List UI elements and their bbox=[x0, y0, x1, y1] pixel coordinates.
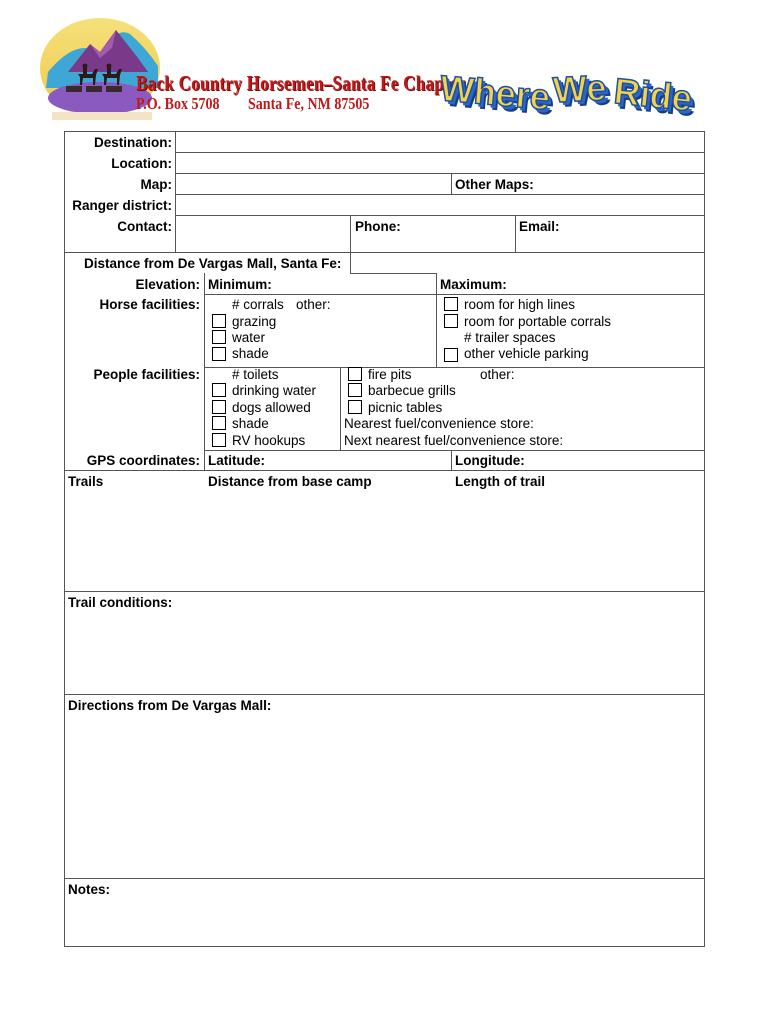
vline-maximum bbox=[436, 273, 437, 367]
line-distance bbox=[350, 273, 436, 274]
line-destination bbox=[176, 152, 705, 153]
horse-shade-label: shade bbox=[232, 346, 269, 361]
distance-base-camp-label: Distance from base camp bbox=[208, 474, 372, 489]
phone-label: Phone: bbox=[355, 219, 401, 234]
grazing-label: grazing bbox=[232, 314, 277, 329]
line-people bbox=[204, 450, 705, 451]
vline-people-mid bbox=[340, 367, 341, 450]
line-map bbox=[176, 194, 705, 195]
toilets-count: # toilets bbox=[232, 367, 279, 382]
title-where: Where bbox=[438, 67, 552, 118]
maximum-label: Maximum: bbox=[440, 277, 507, 292]
bbq-label: barbecue grills bbox=[368, 383, 456, 398]
org-name: Back Country Horsemen–Santa Fe Chapter bbox=[136, 71, 466, 95]
rv-hookups-label: RV hookups bbox=[232, 433, 306, 448]
title-ride: Ride bbox=[612, 70, 694, 119]
notes-label: Notes: bbox=[68, 882, 111, 897]
contact-label: Contact: bbox=[117, 219, 172, 234]
high-lines-label: room for high lines bbox=[464, 297, 576, 312]
grazing-checkbox[interactable] bbox=[212, 314, 226, 328]
elevation-label: Elevation: bbox=[135, 277, 200, 292]
line-conditions bbox=[64, 694, 705, 695]
drinking-water-label: drinking water bbox=[232, 383, 317, 398]
other-maps-label: Other Maps: bbox=[455, 177, 534, 192]
gps-label: GPS coordinates: bbox=[86, 453, 200, 468]
line-gps bbox=[64, 470, 705, 471]
minimum-label: Minimum: bbox=[208, 277, 272, 292]
vehicle-parking-label: other vehicle parking bbox=[464, 346, 589, 361]
high-lines-checkbox[interactable] bbox=[444, 297, 458, 311]
horse-shade-checkbox[interactable] bbox=[212, 347, 226, 361]
map-label: Map: bbox=[140, 177, 172, 192]
longitude-label: Longitude: bbox=[455, 453, 525, 468]
vline-phone bbox=[350, 215, 351, 252]
po-box: P.O. Box 5708 bbox=[136, 96, 220, 114]
trail-conditions-label: Trail conditions: bbox=[68, 595, 173, 610]
dogs-allowed-checkbox[interactable] bbox=[212, 400, 226, 414]
water-checkbox[interactable] bbox=[212, 330, 226, 344]
line-horse bbox=[204, 367, 705, 368]
corrals-count: # corrals bbox=[232, 297, 284, 312]
fire-pits-label: fire pits bbox=[368, 367, 412, 382]
line-trails bbox=[64, 591, 705, 592]
trailer-spaces-label: # trailer spaces bbox=[464, 330, 556, 345]
portable-corrals-checkbox[interactable] bbox=[444, 314, 458, 328]
directions-label: Directions from De Vargas Mall: bbox=[68, 698, 272, 713]
picnic-checkbox[interactable] bbox=[348, 400, 362, 414]
next-fuel-label: Next nearest fuel/convenience store: bbox=[344, 433, 564, 448]
horse-facilities-label: Horse facilities: bbox=[99, 297, 200, 312]
picnic-label: picnic tables bbox=[368, 400, 443, 415]
length-of-trail-label: Length of trail bbox=[455, 474, 545, 489]
vline-distance-value bbox=[350, 252, 351, 273]
vehicle-parking-checkbox[interactable] bbox=[444, 348, 458, 362]
location-label: Location: bbox=[111, 156, 172, 171]
trails-label: Trails bbox=[68, 474, 104, 489]
fire-pits-checkbox[interactable] bbox=[348, 367, 362, 381]
email-label: Email: bbox=[519, 219, 560, 234]
nearest-fuel-label: Nearest fuel/convenience store: bbox=[344, 416, 534, 431]
people-other-label: other: bbox=[480, 367, 515, 382]
city-zip: Santa Fe, NM 87505 bbox=[248, 96, 370, 114]
latitude-label: Latitude: bbox=[208, 453, 265, 468]
drinking-water-checkbox[interactable] bbox=[212, 383, 226, 397]
line-contact bbox=[64, 252, 705, 253]
rv-hookups-checkbox[interactable] bbox=[212, 433, 226, 447]
line-ranger bbox=[176, 215, 705, 216]
line-elevation bbox=[204, 294, 705, 295]
vline-longitude bbox=[451, 450, 452, 470]
line-directions bbox=[64, 878, 705, 879]
dogs-allowed-label: dogs allowed bbox=[232, 400, 311, 415]
title-we: We bbox=[551, 66, 608, 111]
ranger-district-label: Ranger district: bbox=[72, 198, 172, 213]
water-label: water bbox=[232, 330, 266, 345]
vline-label-col bbox=[175, 131, 176, 252]
line-location bbox=[176, 173, 705, 174]
bbq-checkbox[interactable] bbox=[348, 383, 362, 397]
people-shade-checkbox[interactable] bbox=[212, 416, 226, 430]
people-facilities-label: People facilities: bbox=[93, 367, 200, 382]
vline-facilities-col bbox=[204, 273, 205, 470]
people-shade-label: shade bbox=[232, 416, 269, 431]
destination-label: Destination: bbox=[93, 135, 172, 150]
portable-corrals-label: room for portable corrals bbox=[464, 314, 612, 329]
vline-other-maps bbox=[451, 173, 452, 194]
distance-label: Distance from De Vargas Mall, Santa Fe: bbox=[84, 256, 342, 271]
vline-email bbox=[515, 215, 516, 252]
horse-other-label: other: bbox=[296, 297, 331, 312]
form-frame bbox=[64, 131, 705, 947]
